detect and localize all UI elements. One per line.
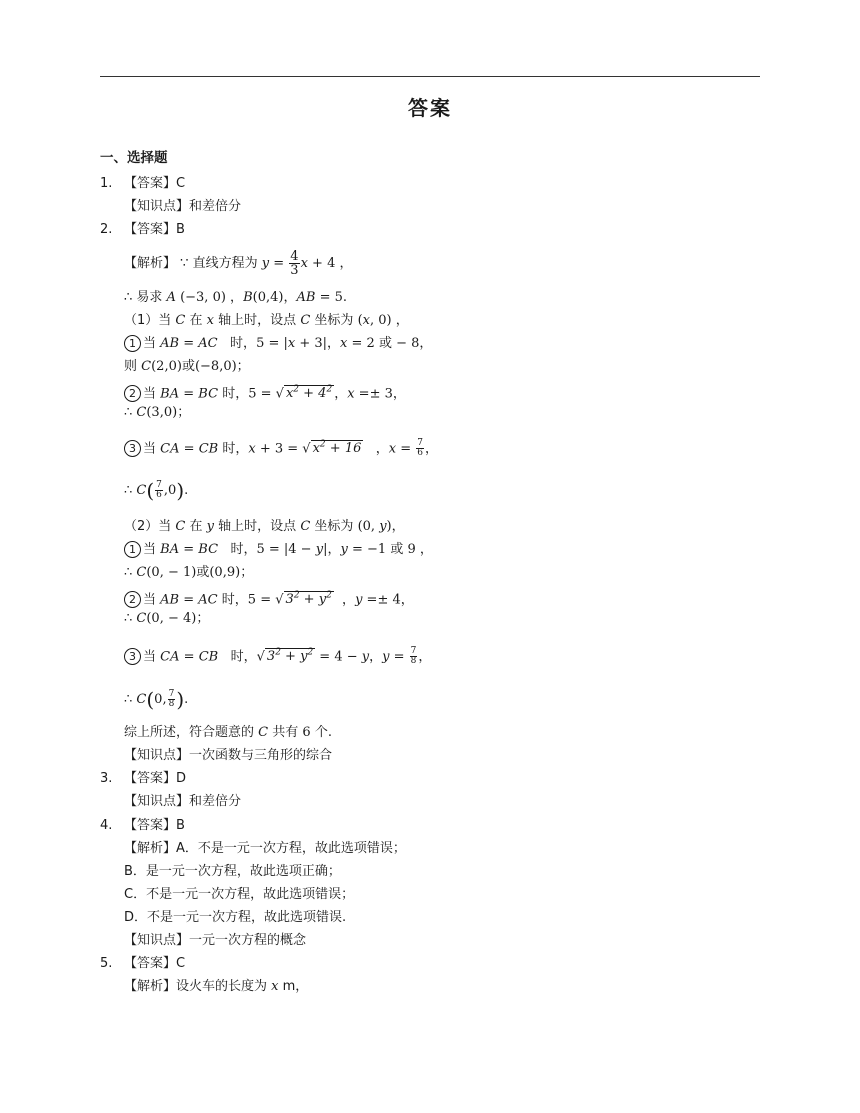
q3-answer: 【答案】D: [124, 771, 187, 786]
q3-knowledge-point: 【知识点】和差倍分: [124, 794, 242, 809]
q1-number: 1.: [100, 176, 113, 191]
fraction-4-3: $\frac{4}{3}$: [290, 249, 299, 278]
q2-case1-sub3: 3 当 CA = CB 时，x + 3 = √ $x^2 + 16$ ，x = $\frac{7}{6}$ ，: [124, 436, 438, 458]
q1-knowledge-point: 【知识点】和差倍分: [124, 199, 242, 214]
q5-number: 5.: [100, 956, 113, 971]
q2-case1-result3: ∴ C( $\frac{7}{6}$ ,0).: [124, 478, 189, 503]
q2-summary: 综上所述，符合题意的 C 共有 6 个.: [124, 725, 332, 740]
q4-analysis-d: D．不是一元一次方程，故此选项错误.: [124, 910, 347, 925]
q4-answer: 【答案】B: [124, 818, 185, 833]
circled-three-icon: 3: [124, 648, 141, 665]
q2-case2-sub3: 3 当 CA = CB 时，√ $3^2 + y^2 = 4 - y$，y = $\frac{7}{8}$ ，: [124, 644, 431, 666]
q2-case2-sub2: 2 当 AB = AC 时，5 = √ $3^2 + y^2$ ，y =± 4，: [124, 587, 414, 609]
q2-case2-sub1: 1 当 BA = BC 时，5 = |4 − y|，y = −1 或 9 ，: [124, 541, 433, 559]
q2-case2-line: （2）当 C 在 y 轴上时，设点 C 坐标为 (0, y)，: [124, 519, 405, 534]
q2-knowledge-point: 【知识点】一次函数与三角形的综合: [124, 748, 333, 763]
q2-case1-line: （1）当 C 在 x 轴上时，设点 C 坐标为 (x, 0) ，: [124, 313, 409, 328]
q4-analysis-b: B．是一元一次方程，故此选项正确；: [124, 864, 341, 879]
q2-answer: 【答案】B: [124, 222, 185, 237]
q1-answer: 【答案】C: [124, 176, 186, 191]
q2-case2-result1: ∴ C(0, − 1)或(0,9)；: [124, 565, 254, 580]
q2-case1-result1: 则 C(2,0)或(−8,0)；: [124, 359, 250, 374]
analysis-label: 【解析】: [124, 256, 177, 271]
q4-number: 4.: [100, 818, 113, 833]
circled-one-icon: 1: [124, 335, 141, 352]
q2-case1-sub2: 2 当 BA = BC 时，5 = √ $x^2 + 4^2$ ，x =± 3，: [124, 381, 406, 403]
circled-two-icon: 2: [124, 385, 141, 402]
q5-answer: 【答案】C: [124, 956, 186, 971]
q2-points-line: ∴ 易求 A (−3, 0) ，B(0,4)，AB = 5.: [124, 290, 347, 305]
circled-one-icon: 1: [124, 541, 141, 558]
q4-knowledge-point: 【知识点】一元一次方程的概念: [124, 933, 307, 948]
section-heading: 一、选择题: [100, 150, 168, 166]
fraction-7-6: $\frac{7}{6}$: [417, 438, 424, 459]
circled-three-icon: 3: [124, 440, 141, 457]
q2-number: 2.: [100, 222, 113, 237]
fraction-7-8: $\frac{7}{8}$: [410, 646, 417, 667]
q5-analysis: 【解析】设火车的长度为 x m，: [124, 979, 309, 994]
q4-analysis-c: C．不是一元一次方程，故此选项错误；: [124, 887, 355, 902]
q2-case1-sub1: 1 当 AB = AC 时，5 = |x + 3|，x = 2 或 − 8，: [124, 335, 432, 353]
q4-analysis-a: 【解析】A．不是一元一次方程，故此选项错误；: [124, 841, 406, 856]
q2-case2-result3: ∴ C(0, $\frac{7}{8}$ ).: [124, 687, 189, 712]
page-title: 答案: [408, 96, 452, 120]
circled-two-icon: 2: [124, 591, 141, 608]
q2-analysis-line-eq: 【解析】 ∵ 直线方程为 y = $\frac{4}{3}$ x + 4 ，: [124, 249, 353, 278]
q3-number: 3.: [100, 771, 113, 786]
header-rule: [100, 76, 760, 77]
line-eq-label: 直线方程为: [192, 256, 258, 271]
q2-case1-result2: ∴ C(3,0)；: [124, 405, 191, 420]
because-symbol: ∵: [180, 256, 189, 271]
q2-case2-result2: ∴ C(0, − 4)；: [124, 611, 210, 626]
